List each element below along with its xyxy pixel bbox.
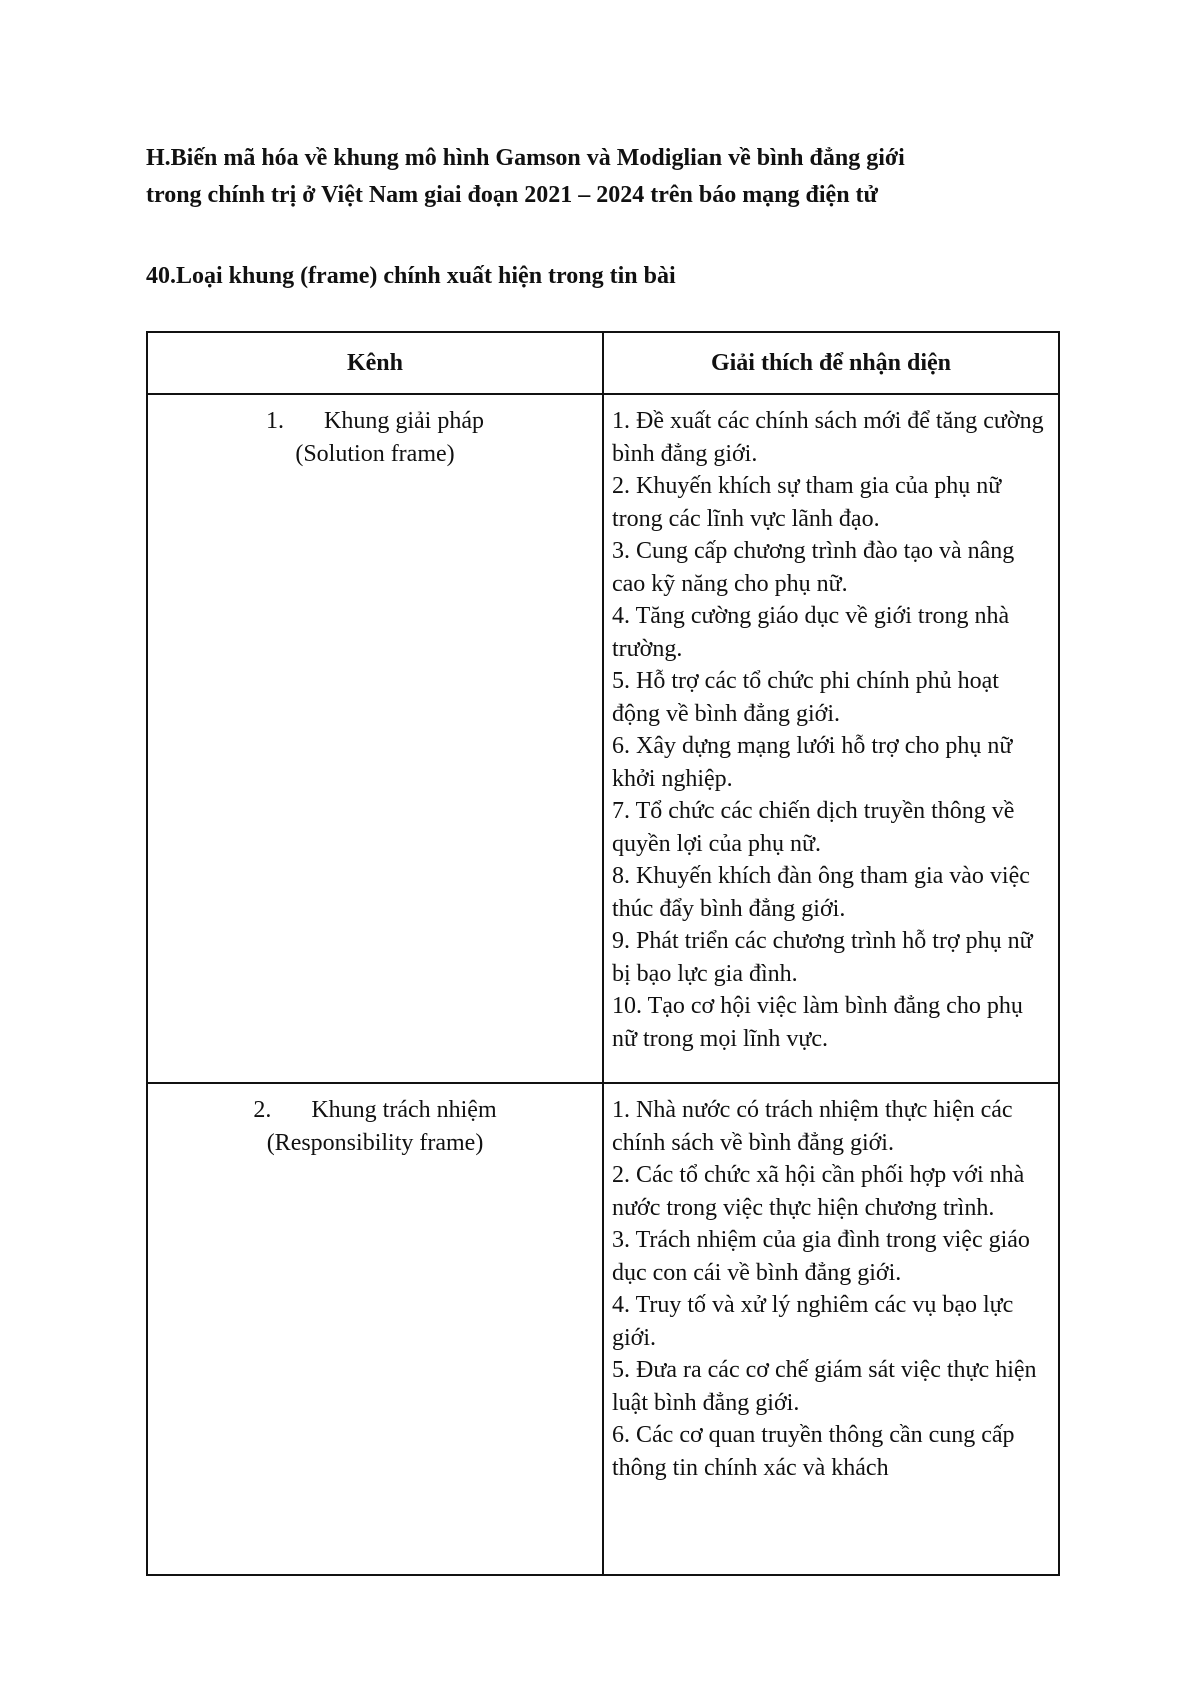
list-item: 1. Đề xuất các chính sách mới để tăng cường bình đẳng giới. [612, 408, 1044, 467]
frame-name-english: (Solution frame) [295, 440, 455, 467]
question-heading: 40.Loại khung (frame) chính xuất hiện trong tin bài [146, 263, 676, 289]
frame-items-cell [603, 394, 1059, 1083]
list-item: 6. Các cơ quan truyền thông cần cung cấp thông tin chính xác và khách [612, 1422, 1015, 1481]
list-item: 7. Tổ chức các chiến dịch truyền thông về quyền lợi của phụ nữ. [612, 798, 1015, 857]
list-item: 3. Cung cấp chương trình đào tạo và nâng cao kỹ năng cho phụ nữ. [612, 538, 1015, 597]
list-item: 4. Truy tố và xử lý nghiêm các vụ bạo lực giới. [612, 1292, 1014, 1351]
frame-name: Khung giải pháp [324, 408, 484, 434]
frame-name-cell [147, 1083, 603, 1575]
list-item: 2. Khuyến khích sự tham gia của phụ nữ trong các lĩnh vực lãnh đạo. [612, 473, 1002, 532]
list-item: 3. Trách nhiệm của gia đình trong việc giáo dục con cái về bình đẳng giới. [612, 1227, 1030, 1286]
table-header-row [147, 332, 1059, 394]
header-explanation: Giải thích để nhận diện [603, 332, 1059, 394]
list-item: 10. Tạo cơ hội việc làm bình đẳng cho phụ nữ trong mọi lĩnh vực. [612, 993, 1023, 1052]
frame-items-cell [603, 1083, 1059, 1575]
list-item: 2. Các tổ chức xã hội cần phối hợp với nhà nước trong việc thực hiện chương trình. [612, 1162, 1025, 1221]
list-item: 1. Nhà nước có trách nhiệm thực hiện các chính sách về bình đẳng giới. [612, 1097, 1013, 1156]
list-item: 5. Đưa ra các cơ chế giám sát việc thực hiện luật bình đẳng giới. [612, 1357, 1037, 1416]
list-item: 4. Tăng cường giáo dục về giới trong nhà trường. [612, 603, 1010, 662]
section-heading-line-2: trong chính trị ở Việt Nam giai đoạn 2021 – 2024 trên báo mạng điện tử [146, 182, 878, 208]
frame-number: 2. [253, 1097, 272, 1123]
section-heading [146, 140, 1076, 214]
section-heading-line-1: H.Biến mã hóa về khung mô hình Gamson và Modiglian về bình đẳng giới [146, 145, 905, 171]
frame-number: 1. [266, 408, 284, 434]
list-item: 5. Hỗ trợ các tổ chức phi chính phủ hoạt động về bình đẳng giới. [612, 668, 999, 727]
header-channel: Kênh [147, 332, 603, 394]
frame-name: Khung trách nhiệm [311, 1097, 497, 1123]
list-item: 9. Phát triển các chương trình hỗ trợ phụ nữ bị bạo lực gia đình. [612, 928, 1033, 987]
table-row [147, 1083, 1059, 1575]
list-item: 6. Xây dựng mạng lưới hỗ trợ cho phụ nữ khởi nghiệp. [612, 733, 1013, 792]
frame-name-cell [147, 394, 603, 1083]
list-item: 8. Khuyến khích đàn ông tham gia vào việc thúc đẩy bình đẳng giới. [612, 863, 1030, 922]
frame-name-english: (Responsibility frame) [266, 1129, 484, 1156]
table-row [147, 394, 1059, 1083]
frame-table [146, 331, 1060, 1576]
